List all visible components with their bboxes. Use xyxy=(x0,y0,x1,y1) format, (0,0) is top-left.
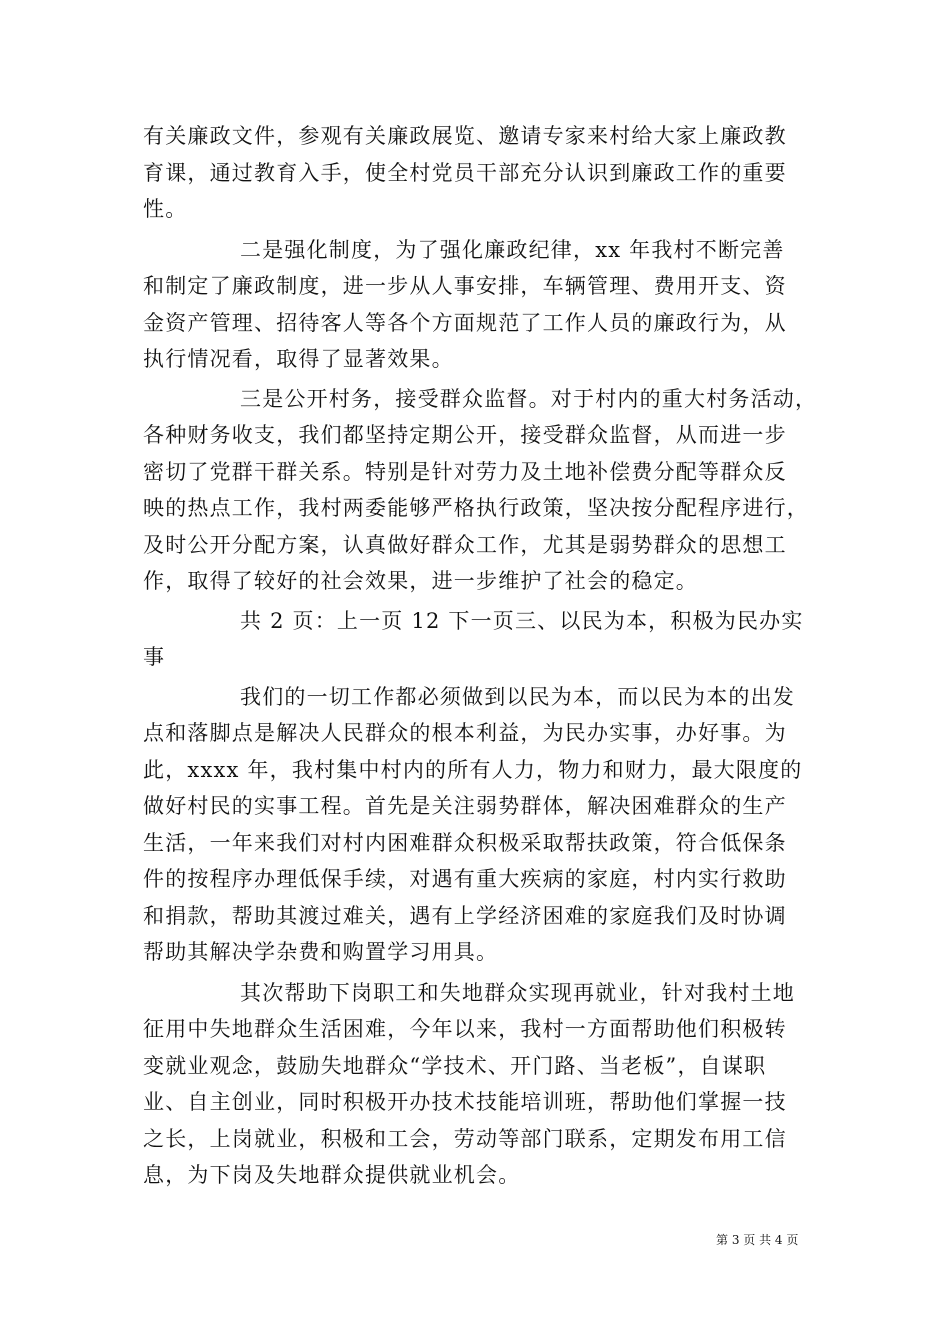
text-line: 和制定了廉政制度，进一步从人事安排，车辆管理、费用开支、资 xyxy=(143,274,787,298)
document-body xyxy=(143,118,816,1194)
text-line: 生活，一年来我们对村内困难群众积极采取帮扶政策，符合低保条 xyxy=(143,830,787,855)
text-line: 密切了党群干群关系。特别是针对劳力及土地补偿费分配等群众反 xyxy=(143,459,787,484)
text-line: 性。 xyxy=(143,197,188,221)
text-line: 此，xxxx 年，我村集中村内的所有人力，物力和财力，最大限度的 xyxy=(143,757,803,782)
text-line: 金资产管理、招待客人等各个方面规范了工作人员的廉政行为，从 xyxy=(143,310,787,335)
paragraph-start-line: 其次帮助下岗职工和失地群众实现再就业，针对我村土地 xyxy=(240,980,795,1005)
page-number-footer: 第 3 页 共 4 页 xyxy=(716,1233,799,1247)
text-line: 育课，通过教育入手，使全村党员干部充分认识到廉政工作的重要 xyxy=(143,160,787,185)
text-line: 业、自主创业，同时积极开办技术技能培训班，帮助他们掌握一技 xyxy=(143,1090,787,1114)
text-line: 各种财务收支，我们都坚持定期公开，接受群众监督，从而进一步 xyxy=(143,423,787,447)
text-line: 映的热点工作，我村两委能够严格执行政策，坚决按分配程序进行， xyxy=(143,496,809,520)
page-navigation-line: 共 2 页：上一页 12 下一页三、以民为本，积极为民办实 xyxy=(240,608,804,633)
text-line: 帮助其解决学杂费和购置学习用具。 xyxy=(143,940,499,964)
text-line: 件的按程序办理低保手续，对遇有重大疾病的家庭，村内实行救助 xyxy=(143,867,787,891)
text-line: 息，为下岗及失地群众提供就业机会。 xyxy=(143,1163,521,1187)
text-line: 执行情况看，取得了显著效果。 xyxy=(143,347,454,371)
text-line: 有关廉政文件，参观有关廉政展览、邀请专家来村给大家上廉政教 xyxy=(143,124,787,148)
text-line: 之长，上岗就业，积极和工会，劳动等部门联系，定期发布用工信 xyxy=(143,1126,787,1151)
text-line: 及时公开分配方案，认真做好群众工作，尤其是弱势群众的思想工 xyxy=(143,532,787,557)
text-line: 变就业观念，鼓励失地群众“学技术、开门路、当老板”，自谋职 xyxy=(143,1053,767,1078)
paragraph-start-line: 我们的一切工作都必须做到以民为本，而以民为本的出发 xyxy=(240,684,795,709)
paragraph-start-line: 二是强化制度，为了强化廉政纪律，xx 年我村不断完善 xyxy=(240,237,785,262)
text-line: 点和落脚点是解决人民群众的根本利益，为民办实事，办好事。为 xyxy=(143,721,787,745)
text-line: 事 xyxy=(143,645,166,669)
text-line: 做好村民的实事工程。首先是关注弱势群体，解决困难群众的生产 xyxy=(143,794,787,818)
text-line: 和捐款，帮助其渡过难关，遇有上学经济困难的家庭我们及时协调 xyxy=(143,903,787,928)
text-line: 作，取得了较好的社会效果，进一步维护了社会的稳定。 xyxy=(143,569,698,593)
text-line: 征用中失地群众生活困难，今年以来，我村一方面帮助他们积极转 xyxy=(143,1017,787,1041)
paragraph-start-line: 三是公开村务，接受群众监督。对于村内的重大村务活动， xyxy=(240,386,818,411)
